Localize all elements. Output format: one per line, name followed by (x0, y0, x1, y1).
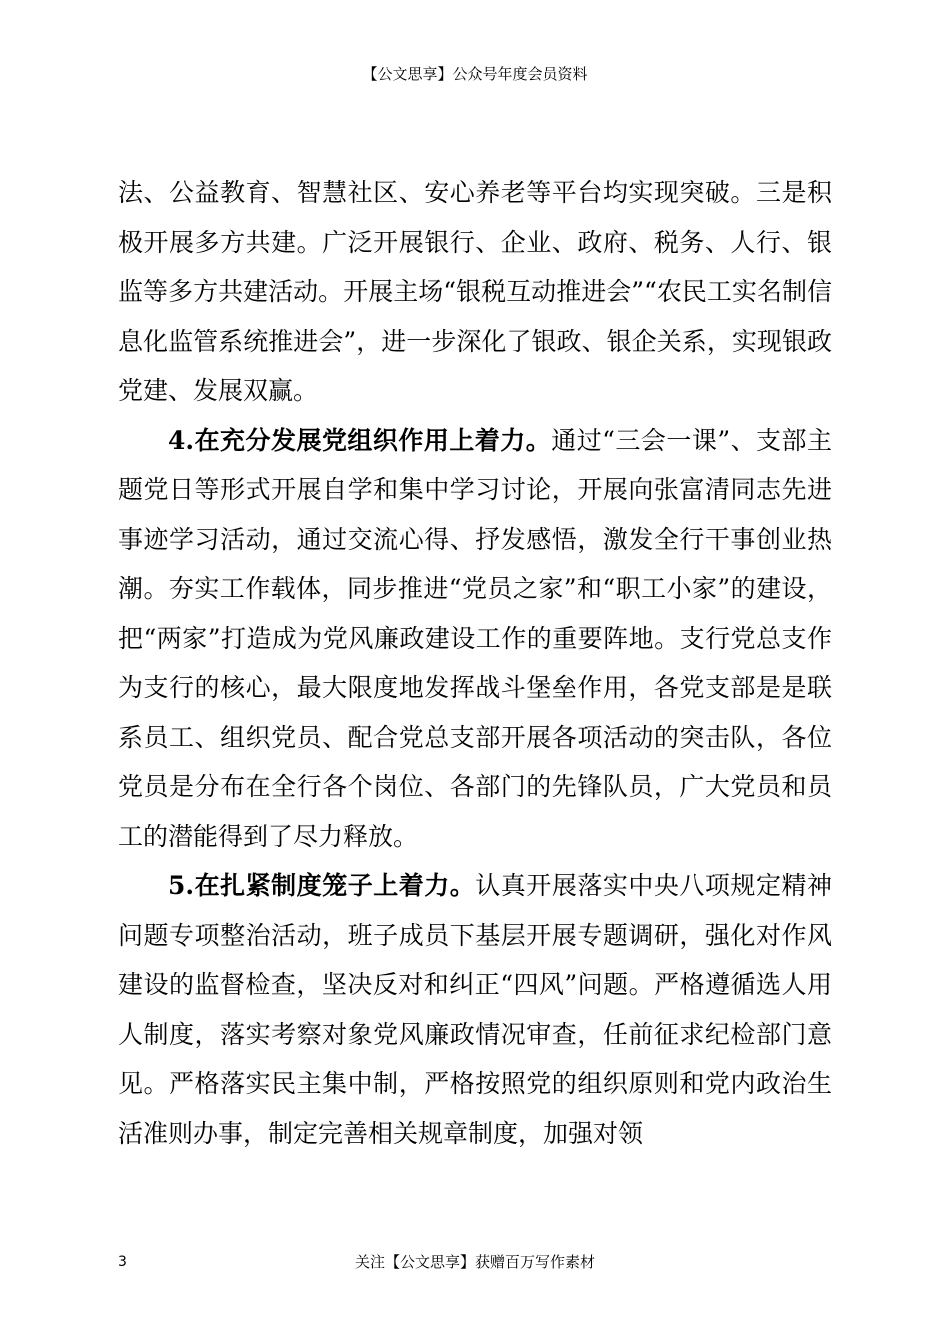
section-heading-5: 5.在扎紧制度笼子上着力。 (168, 871, 476, 900)
page-footer: 关注【公文思享】获赠百万写作素材 (354, 1253, 595, 1271)
paragraph-text: 认真开展落实中央八项规定精神问题专项整治活动，班子成员下基层开展专题调研，强化对作风建设的监督检查，坚决反对和纠正“四风”问题。严格遵循选人用人制度，落实考察对象党风廉政情况审查，任前征求纪检部门意见。严格落实民主集中制，严格按照党的组织原则和党内政治生活准则办事，制定完善相关规章制度，加强对领 (118, 871, 832, 1148)
paragraph-text: 通过“三会一课”、支部主题党日等形式开展自学和集中学习讨论，开展向张富清同志先进事迹学习活动，通过交流心得、抒发感悟，激发全行干事创业热潮。夯实工作载体，同步推进“党员之家”和“职工小家”的建设，把“两家”打造成为党风廉政建设工作的重要阵地。支行党总支作为支行的核心，最大限度地发挥战斗堡垒作用，各党支部是是联系员工、组织党员、配合党总支部开展各项活动的突击队，各位党员是分布在全行各个岗位、各部门的先锋队员，广大党员和员工的潜能得到了尽力释放。 (118, 425, 832, 851)
paragraph-section-5 (118, 861, 832, 1158)
paragraph-text: 法、公益教育、智慧社区、安心养老等平台均实现突破。三是积极开展多方共建。广泛开展银行、企业、政府、税务、人行、银监等多方共建活动。开展主场“银税互动推进会”“农民工实名制信息化监管系统推进会”，进一步深化了银政、银企关系，实现银政党建、发展双赢。 (118, 178, 832, 405)
paragraph-section-4 (118, 416, 832, 862)
document-body (118, 168, 832, 1158)
paragraph-continuation (118, 168, 832, 416)
section-heading-4: 4.在充分发展党组织作用上着力。 (168, 425, 552, 455)
page-header: 【公文思享】公众号年度会员资料 (362, 65, 588, 83)
page-number: 3 (118, 1254, 127, 1270)
